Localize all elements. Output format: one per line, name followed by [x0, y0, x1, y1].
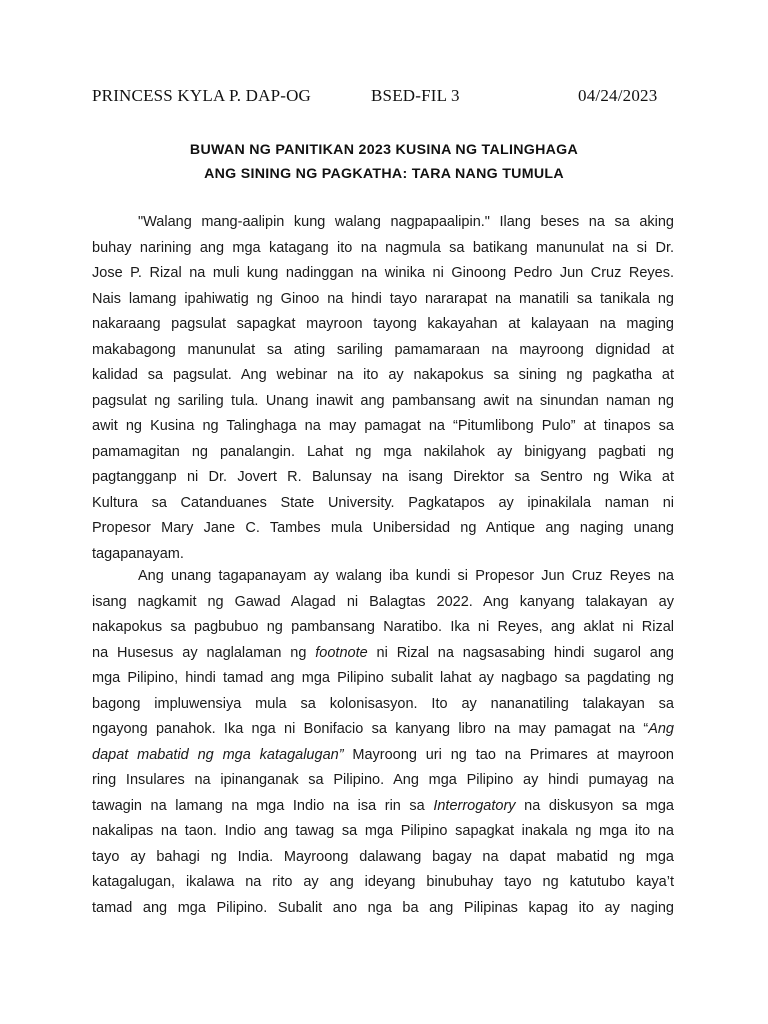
paragraph-1	[92, 210, 674, 567]
paragraph-line: buhay narining ang mga katagang ito na nagmula sa batikang manunulat na si Dr.	[92, 239, 674, 256]
paragraph-line: Ang unang tagapanayam ay walang iba kundi si Propesor Jun Cruz Reyes na	[138, 568, 674, 584]
paragraph-line: mga Pilipino, hindi tamad ang mga Pilipino subalit lahat ay nagbago sa pagdating ng	[92, 670, 674, 686]
paragraph-line	[92, 717, 674, 743]
paragraph-line: Nais lamang ipahiwatig ng Ginoo na hindi tayo nararapat na manatili sa tanikala ng	[92, 290, 674, 307]
document-date: 04/24/2023	[578, 86, 658, 105]
course-section: BSED-FIL 3	[371, 86, 460, 105]
paragraph-line: pagtangganp ni Dr. Jovert R. Balunsay na isang Direktor sa Sentro ng Wika at	[92, 469, 674, 485]
paragraph-line: tayo ay bahagi ng India. Mayroong dalawang bagay na dapat mabatid ng mga	[92, 848, 674, 865]
paragraph-line: Propesor Mary Jane C. Tambes mula Unibersidad ng Antique ang naging unang	[92, 520, 674, 536]
italic-term: Interrogatory	[433, 797, 516, 814]
text-run: na diskusyon sa mga	[515, 797, 674, 814]
paragraph-line: katagalugan, ikalawa na rito ay ang ideyang binubuhay tayo ng katutubo kaya’t	[92, 874, 674, 890]
paragraph-line: kalidad sa pagsulat. Ang webinar na ito ay nakapokus sa sining ng pagkatha at	[92, 367, 674, 383]
paragraph-line: awit ng Kusina ng Talinghaga na may pamagat na “Pitumlibong Pulo” at tinapos sa	[92, 418, 674, 434]
paragraph-line: "Walang mang-aalipin kung walang nagpapaalipin." Ilang beses na sa aking	[138, 214, 674, 230]
paragraph-line: Jose P. Rizal na muli kung nadinggan na winika ni Ginoong Pedro Jun Cruz Reyes.	[92, 265, 674, 281]
text-run: ni Rizal na nagsasabing hindi sugarol ang	[367, 644, 674, 661]
paragraph-line: pagsulat ng sariling tula. Unang inawit ang pambansang awit na sinundan naman ng	[92, 392, 674, 409]
paragraph-line	[92, 794, 674, 820]
paragraph-line: ring Insulares na ipinanganak sa Pilipino. Ang mga Pilipino ay hindi pumayag na	[92, 772, 674, 788]
paragraph-line: makabagong manunulat sa ating sariling pamamaraan na mayroong dignidad at	[92, 341, 674, 358]
text-run: na Husesus ay naglalaman ng	[92, 644, 316, 661]
paragraph-2	[92, 564, 674, 921]
paragraph-line: tagapanayam.	[92, 545, 184, 562]
paragraph-line: bagong impluwensiya mula sa kolonisasyon. Ito ay nananatiling talakayan sa	[92, 695, 674, 712]
text-run: Mayroong uri ng tao na Primares at mayroon	[343, 746, 674, 763]
paragraph-line: isang nagkamit ng Gawad Alagad ni Balagtas 2022. Ang kanyang talakayan ay	[92, 593, 674, 610]
paragraph-line	[92, 743, 674, 769]
paragraph-line: tamad ang mga Pilipino. Subalit ano nga ba ang Pilipinas kapag ito ay naging	[92, 899, 674, 916]
document-subtitle: ANG SINING NG PAGKATHA: TARA NANG TUMULA	[204, 166, 564, 182]
student-name: PRINCESS KYLA P. DAP-OG	[92, 86, 312, 105]
paragraph-line: Kultura sa Catanduanes State University. Pagkatapos ay ipinakilala naman ni	[92, 494, 674, 511]
text-run: tawagin na lamang na mga Indio na isa rin sa	[92, 797, 434, 814]
italic-book-title: dapat mabatid ng mga katagalugan”	[92, 746, 344, 763]
paragraph-line: nakaraang pagsulat sapagkat mayroon tayong kakayahan at kalayaan na maging	[92, 316, 674, 332]
document-header	[92, 86, 682, 110]
paragraph-line: nakalipas na taon. Indio ang tawag sa mga Pilipino sapagkat inakala ng mga ito na	[92, 823, 674, 839]
paragraph-line: pamamagitan ng panalangin. Lahat ng mga nakilahok ay binigyang pagbati ng	[92, 443, 674, 460]
paragraph-line: nakapokus sa pagbubuo ng pambansang Naratibo. Ika ni Reyes, ang aklat ni Rizal	[92, 619, 674, 635]
paragraph-line	[92, 641, 674, 667]
italic-term: footnote	[315, 644, 368, 661]
italic-term: Ang	[648, 721, 674, 737]
text-run: ngayong panahok. Ika nga ni Bonifacio sa kanyang libro na may pamagat na “	[92, 721, 649, 737]
document-title: BUWAN NG PANITIKAN 2023 KUSINA NG TALINGHAGA	[189, 142, 579, 158]
